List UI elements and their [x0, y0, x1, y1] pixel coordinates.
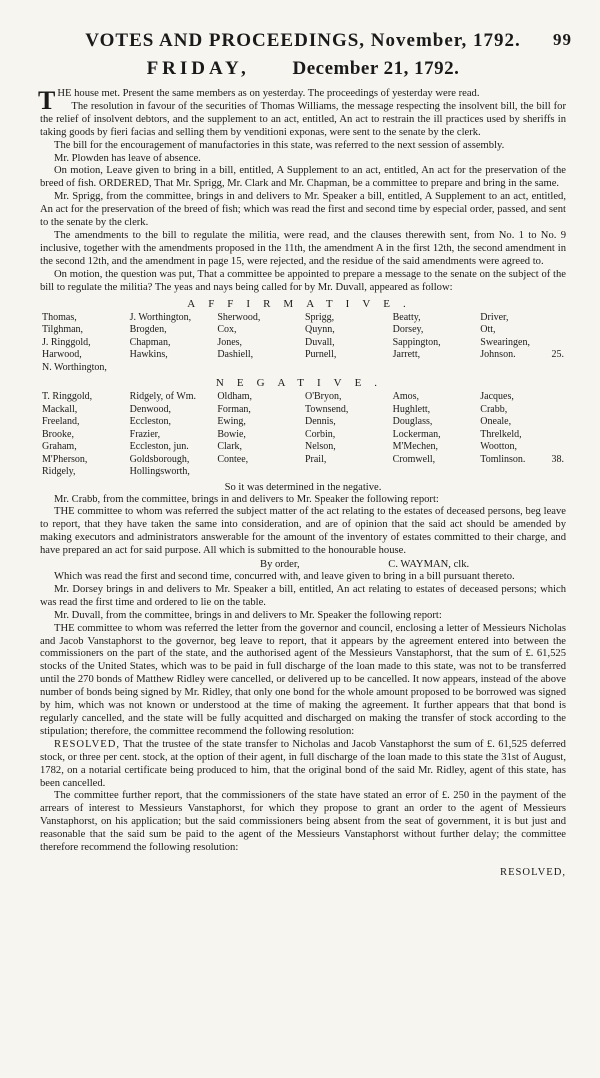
vote-name: Freeland, — [42, 416, 80, 427]
negative-heading: NEGATIVE. — [215, 377, 391, 389]
vote-name: Hughlett, — [392, 403, 431, 415]
paragraph: The amendments to the bill to regulate the militia, were read, and the clauses therewith sent, from No. 1 to No. 9 inclusive, together with the amendments proposed in the 11th, the amendment A in the first 12th, the second amendment in the second 12th, and the amendment in page 15, were rejected, and the residue of the said amendments were agreed to. — [40, 229, 566, 267]
vote-name: Cromwell, — [392, 453, 436, 465]
paragraph: The committee further report, that the commissioners of the state have stated an error of £. 250 in the payment of the arrears of interest to Messieurs Vanstaphorst, for which they propose to grant an order to the agent of Messieurs Vanstaphorst, on his application; but the said commissioners being absent from the seat of government, it is but just and reasonable that the said sum be paid to the agent of the Messieurs Vanstaphorst without further delay; the committee therefore recommend the following resolution: — [40, 790, 566, 854]
paragraph: Mr. Crabb, from the committee, brings in and delivers to Mr. Speaker the following report: — [54, 493, 439, 505]
day-heading — [40, 58, 566, 80]
table-row — [40, 466, 566, 479]
day-date: December 21, 1792. — [292, 58, 460, 79]
vote-name: Clark, — [217, 441, 243, 452]
vote-name: Swearingen, — [480, 336, 530, 348]
vote-name: Crabb, — [480, 403, 508, 415]
vote-name: Sherwood, — [217, 311, 261, 323]
catchword: RESOLVED, — [500, 866, 566, 878]
vote-name: Townsend, — [304, 403, 349, 415]
vote-name: Jones, — [217, 336, 243, 348]
paragraph: Mr. Duvall, from the committee, brings in and delivers to Mr. Speaker the following report: — [54, 609, 442, 621]
paragraph-opening-text: HE house met. Present the same members as on yesterday. The proceedings of yesterday were read. — [57, 88, 480, 99]
table-row — [40, 454, 566, 467]
vote-name: Denwood, — [129, 403, 172, 415]
clerk-signature: C. WAYMAN, clk. — [388, 559, 470, 571]
signature-line — [40, 558, 566, 571]
vote-name: Dennis, — [304, 416, 336, 427]
affirmative-table — [40, 312, 566, 375]
table-row — [40, 349, 566, 362]
vote-name: Jarrett, — [392, 349, 421, 360]
vote-name: Mackall, — [42, 403, 78, 415]
day-name: FRIDAY, — [146, 58, 250, 79]
vote-name: Johnson. — [480, 349, 516, 360]
resolution-text: That the trustee of the state transfer to Nicholas and Jacob Vanstaphorst the sum of £. 61,525 deferred stock, or three per cent. stock, at the option of their agent, in full discharge of the loan made to this state the 31st of August, 1782, on a notarial certificate being produced to him, that the original bond of the said Mr. Ridley, agent of this state, has been cancelled. — [40, 738, 566, 789]
negative-table — [40, 391, 566, 479]
table-row — [40, 362, 566, 375]
vote-name-with-total — [478, 349, 566, 362]
paragraph: Mr. Sprigg, from the committee, brings in and delivers to Mr. Speaker a bill, entitled, A Supplement to an act, entitled, An act for the preservation of the breed of fish; which was read the first and second time by especial order, passed, and sent to the senate by the clerk. — [40, 191, 566, 229]
running-head — [40, 30, 572, 52]
paragraph: Which was read the first and second time, concurred with, and leave given to bring in a bill pursuant thereto. — [54, 571, 515, 583]
vote-name: Forman, — [217, 403, 251, 415]
paragraph: Mr. Dorsey brings in and delivers to Mr. Speaker a bill, entitled, An act relating to estates of deceased persons; which was read the first time and ordered to lie on the table. — [40, 583, 566, 608]
paragraph: The resolution in favour of the securities of Thomas Williams, the message respecting the insolvent bill, the bill for the relief of insolvent debtors, and the supplement to an act, entitled, An act to restrain the ill practices used by sheriffs in taking goods by fieri facias and selling them by venditioni exponas, were sent to the senate by the clerk. — [40, 100, 566, 138]
table-row — [40, 429, 566, 442]
vote-name: M'Pherson, — [42, 453, 88, 465]
vote-name: J. Worthington, — [129, 311, 192, 323]
vote-name: Ott, — [480, 324, 496, 335]
drop-cap: T — [38, 86, 56, 115]
vote-name: Threlkeld, — [480, 428, 522, 440]
vote-name: Graham, — [42, 441, 77, 452]
vote-name: Beatty, — [392, 311, 421, 323]
negative-total: 38. — [551, 453, 564, 465]
resolved-label: RESOLVED, — [54, 738, 120, 750]
vote-name: T. Ringgold, — [42, 391, 93, 402]
vote-name: Oldham, — [217, 391, 253, 402]
vote-name: Hawkins, — [129, 349, 168, 360]
vote-name: Ridgely, — [42, 466, 76, 477]
vote-name: Sprigg, — [304, 311, 335, 323]
vote-name: Lockerman, — [392, 428, 441, 440]
vote-name: Ewing, — [217, 416, 246, 427]
vote-name: Tilghman, — [42, 324, 84, 335]
table-row — [40, 416, 566, 429]
vote-name: Goldsborough, — [129, 453, 190, 465]
vote-name: Brooke, — [42, 428, 74, 440]
vote-name: Jacques, — [480, 391, 514, 402]
report-body: THE committee to whom was referred the subject matter of the act relating to the estates of deceased persons, beg leave to report, that they have taken the same into consideration, and are of opinion that the said act should be amended by making executors and administrators answerable for the amount of the inventory of estates committed to their charge, and have prepared an act for said purpose. All which is submitted to the honourable house. — [40, 506, 566, 557]
vote-name: Duvall, — [304, 336, 335, 348]
vote-name: Driver, — [480, 311, 509, 323]
table-row — [40, 324, 566, 337]
page-number: 99 — [553, 30, 572, 49]
vote-name: Contee, — [217, 453, 249, 465]
paragraph: On motion, Leave given to bring in a bill, entitled, A Supplement to an act, entitled, An act for the preservation of the breed of fish. ORDERED, That Mr. Sprigg, Mr. Clark and Mr. Chapman, be a committee to prepare and bring in the same. — [40, 165, 566, 190]
resolution — [40, 739, 566, 791]
vote-name: Ridgely, of Wm. — [129, 391, 197, 402]
vote-name: Oneale, — [480, 416, 512, 427]
affirmative-total: 25. — [551, 349, 564, 360]
vote-name: Wootton, — [480, 441, 517, 452]
vote-name: Chapman, — [129, 336, 171, 348]
affirmative-heading: AFFIRMATIVE. — [187, 297, 419, 310]
vote-name: Tomlinson. — [480, 453, 526, 465]
vote-name: Amos, — [392, 391, 420, 402]
vote-name: Quynn, — [304, 324, 335, 335]
vote-name: N. Worthington, — [42, 361, 107, 373]
table-row — [40, 312, 566, 325]
table-row — [40, 391, 566, 404]
paragraph: The bill for the encouragement of manufactories in this state, was referred to the next session of assembly. — [54, 139, 505, 151]
vote-name: M'Mechen, — [392, 441, 439, 452]
vote-name: Prail, — [304, 453, 327, 465]
vote-name: Eccleston, jun. — [129, 441, 189, 452]
vote-name-with-total — [478, 454, 566, 467]
vote-name: Corbin, — [304, 428, 336, 440]
paragraph-opening — [38, 86, 566, 115]
report-body: THE committee to whom was referred the letter from the governor and council, enclosing a letter of Messieurs Nicholas and Jacob Vanstaphorst to the governor, beg leave to report, that it appears by the agreement entered into between the commissioners on the part of the state, and the authorised agent of the Messieurs Vanstaphorst, that the sum of £. 61,525 stocks of the United States, which was to be paid in full discharge of the loan made to this state, was not to be transferred until the 270 bonds of Matthew Ridley were cancelled, or delivered up to be cancelled. It now appears, instead of the above number of bonds being signed by Mr. Ridley, that only one bond for the whole amount proposed to be borrowed was signed by him, which was not known or understood at the time of making the agreement. It further appears that that bond is regularly cancelled, and the state will be fully acquitted and discharged on making the transfer of stock according to the stipulation; therefore, the committee recommend the following resolution: — [40, 622, 566, 737]
vote-name: Sappington, — [392, 336, 441, 348]
vote-name: Brogden, — [129, 324, 167, 335]
vote-name: Dashiell, — [217, 349, 254, 360]
table-row — [40, 337, 566, 350]
vote-name: Cox, — [217, 324, 237, 335]
by-order: By order, — [260, 559, 300, 571]
vote-name: Frazier, — [129, 428, 161, 440]
vote-name: Douglass, — [392, 416, 433, 427]
paragraph: On motion, the question was put, That a committee be appointed to prepare a message to the senate on the subject of the bill to regulate the militia? The yeas and nays being called for by Mr. Duvall, appeared as follow: — [40, 268, 566, 293]
vote-name: Bowie, — [217, 428, 246, 440]
vote-name: Purnell, — [304, 349, 337, 360]
vote-name: O'Bryon, — [304, 391, 342, 402]
vote-name: Eccleston, — [129, 416, 172, 427]
vote-name: Hollingsworth, — [129, 466, 190, 477]
vote-result: So it was determined in the negative. — [224, 481, 382, 493]
vote-name: Harwood, — [42, 349, 82, 360]
vote-name: Dorsey, — [392, 324, 424, 335]
vote-name: Thomas, — [42, 311, 77, 323]
running-title: VOTES AND PROCEEDINGS, November, 1792. — [85, 30, 521, 51]
table-row — [40, 441, 566, 454]
paragraph: Mr. Plowden has leave of absence. — [54, 152, 201, 164]
table-row — [40, 404, 566, 417]
vote-name: Nelson, — [304, 441, 336, 452]
vote-name: J. Ringgold, — [42, 336, 91, 348]
